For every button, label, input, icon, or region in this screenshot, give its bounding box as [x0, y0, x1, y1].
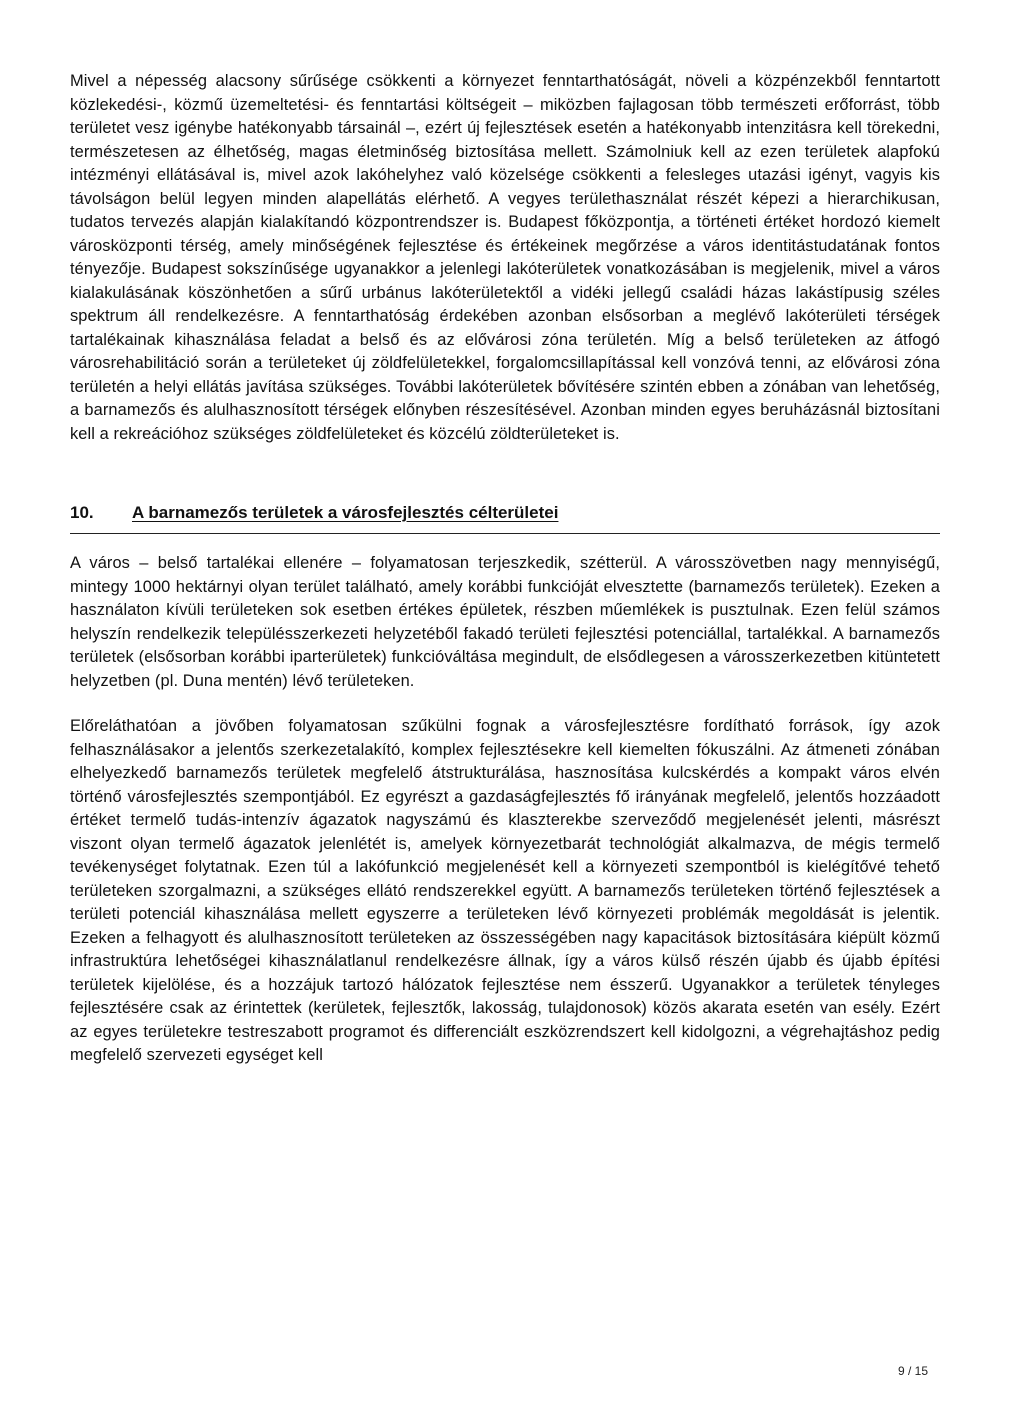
body-paragraph-2: A város – belső tartalékai ellenére – folyamatosan terjeszkedik, szétterül. A városszövetben nagy mennyiségű, mintegy 1000 hektárnyi olyan terület található, amely korábbi funkcióját elvesztette (barnamezős területek). Ezeken a használaton kívüli területeken sok esetben értékes épületek, részben műemlékek is pusztulnak. Ezen felül számos helyszín rendelkezik településszerkezeti helyzetéből fakadó területi fejlesztési potenciállal, tartalékkal. A barnamezős területek (elsősorban korábbi iparterületek) funkcióváltása megindult, de elsődlegesen a városszerkezetben kitüntetett helyzetben (pl. Duna mentén) lévő területeken.	[70, 554, 940, 690]
body-paragraph-1: Mivel a népesség alacsony sűrűsége csökkenti a környezet fenntarthatóságát, növeli a közpénzekből fenntartott közlekedési-, közmű üzemeltetési- és fenntartási költségeit – miközben fajlagosan több természeti erőforrást, több területet vesz igénybe hatékonyabb társainál –, ezért új fejlesztések esetén a hatékonyabb intenzitásra kell törekedni, természetesen az élhetőség, magas életminőség biztosítása mellett. Számolniuk kell az ezen területek alapfokú intézményi ellátásával is, mivel azok lakóhelyhez való közelsége csökkenti a felesleges utazási igényt, vagyis kis távolságon belül legyen minden alapellátás elérhető. A vegyes területhasználat részét képezi a hierarchikusan, tudatos tervezés alapján kialakítandó központrendszer is. Budapest főközpontja, a történeti értéket hordozó kiemelt városközponti térség, amely minőségének fejlesztése és értékeinek megőrzése a város identitástudatának fontos tényezője. Budapest sokszínűsége ugyanakkor a jelenlegi lakóterületek vonatkozásában is megjelenik, mivel a város kialakulásának köszönhetően a sűrű urbánus lakóterületektől a vidéki jellegű családi házas lakástípusig széles spektrum áll rendelkezésre. A fenntarthatóság érdekében azonban elsősorban a meglévő lakóterületi térségek tartalékainak kihasználása feladat a belső és az elővárosi zóna területén. Míg a belső területeken az átfogó városrehabilitáció során a területeket új zöldfelületekkel, forgalomcsillapítással kell vonzóvá tenni, az elővárosi zóna területén a helyi ellátás javítása szükséges. További lakóterületek bővítésére szintén ebben a zónában van lehetőség, a barnamezős és alulhasznosított térségek előnyben részesítésével. Azonban minden egyes beruházásnál biztosítani kell a rekreációhoz szükséges zöldfelületeket és közcélú zöldterületeket is.	[70, 72, 940, 443]
section-heading	[70, 501, 940, 534]
body-paragraph-3: Előreláthatóan a jövőben folyamatosan szűkülni fognak a városfejlesztésre fordítható források, így azok felhasználásakor a jelentős szerkezetalakító, komplex fejlesztésekre kell kiemelten fókuszálni. Az átmeneti zónában elhelyezkedő barnamezős területek megfelelő átstrukturálása, hasznosítása kulcskérdés a kompakt város elvén történő városfejlesztés szempontjából. Ez egyrészt a gazdaságfejlesztés fő irányának megfelelő, jelentős hozzáadott értéket termelő tudás-intenzív ágazatok nagyszámú és klaszterekbe szerveződő megjelenését jelenti, másrészt viszont olyan termelő ágazatok jelenlétét is, amelyek környezetbarát technológiát alkalmazva, de mégis termelő tevékenységet folytatnak. Ezen túl a lakófunkció megjelenését kell a környezeti szempontból is kielégítővé tehető területeken szorgalmazni, a szükséges ellátó rendszerekkel együtt. A barnamezős területeken történő fejlesztések a területi potenciál kihasználása mellett egyszerre a területeken lévő környezeti problémák megoldását is jelentik. Ezeken a felhagyott és alulhasznosított területeken az összességében nagy kapacitások biztosítására kiépült közmű infrastruktúra lehetőségei kihasználatlanul rendelkezésre állnak, így a város külső részén újabb és újabb építési területek kijelölése, és a hozzájuk tartozó hálózatok fejlesztése nem ésszerű. Ugyanakkor a területek tényleges fejlesztésére csak az érintettek (kerületek, fejlesztők, lakosság, tulajdonosok) közös akarata esetén van esély. Ezért az egyes területekre testreszabott programot és differenciált eszközrendszert kell kidolgozni, a végrehajtáshoz pedig megfelelő szervezeti egységet kell	[70, 717, 940, 1064]
document-page	[70, 70, 940, 1068]
section-title: A barnamezős területek a városfejlesztés célterületei	[132, 503, 559, 522]
section-number: 10.	[70, 503, 94, 522]
page-number: 9 / 15	[898, 1364, 929, 1378]
